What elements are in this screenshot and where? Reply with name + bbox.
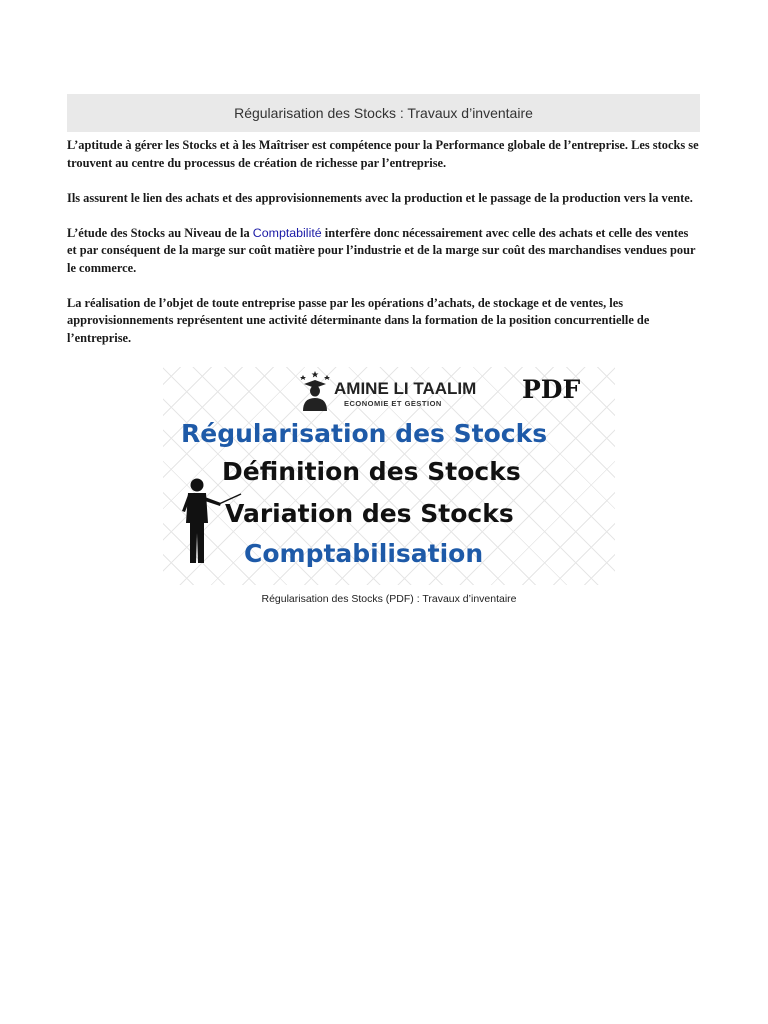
pdf-label: PDF bbox=[522, 375, 581, 404]
promo-banner-image bbox=[163, 367, 615, 585]
graduate-logo-icon bbox=[300, 371, 330, 411]
logo-title: AMINE LI TAALIM bbox=[334, 379, 477, 398]
paragraph-4: La réalisation de l’objet de toute entreprise passe par les opérations d’achats, de stockage et de ventes, les approvisionnements représentent une activité déterminante dans la formation de la position concurrentielle de l’entreprise. bbox=[67, 295, 650, 345]
logo-subtitle: ECONOMIE ET GESTION bbox=[344, 399, 442, 408]
image-caption: Régularisation des Stocks (PDF) : Travaux d’inventaire bbox=[261, 593, 517, 605]
document-body bbox=[67, 137, 700, 365]
paragraph-2: Ils assurent le lien des achats et des approvisionnements avec la production et le passage de la production vers la vente. bbox=[67, 190, 693, 205]
comptabilite-link[interactable]: Comptabilité bbox=[252, 225, 322, 240]
banner-line-variation: Variation des Stocks bbox=[225, 499, 514, 528]
brand-logo bbox=[300, 371, 500, 411]
paragraph-1: L’aptitude à gérer les Stocks et à les Maîtriser est compétence pour la Performance globale de l’entreprise. Les stocks se trouvent au centre du processus de création de richesse par l’entreprise. bbox=[67, 138, 699, 170]
paragraph-3-start: L’étude des Stocks au Niveau de la bbox=[67, 225, 253, 240]
paragraph-3-end: interfère donc nécessairement avec celle des achats et celle des ventes et par conséquent de la marge sur coût matière pour l’industrie et de la marge sur coût des marchandises vendues pour le commerce. bbox=[67, 225, 696, 275]
banner-line-definition: Définition des Stocks bbox=[222, 457, 521, 486]
teacher-silhouette-icon bbox=[177, 477, 243, 565]
document-title-bar bbox=[67, 94, 700, 132]
banner-line-comptabilisation: Comptabilisation bbox=[244, 539, 484, 568]
paragraph-3 bbox=[67, 225, 700, 278]
document-title: Régularisation des Stocks : Travaux d’inventaire bbox=[234, 105, 533, 121]
banner-line-regularisation: Régularisation des Stocks bbox=[181, 419, 548, 448]
